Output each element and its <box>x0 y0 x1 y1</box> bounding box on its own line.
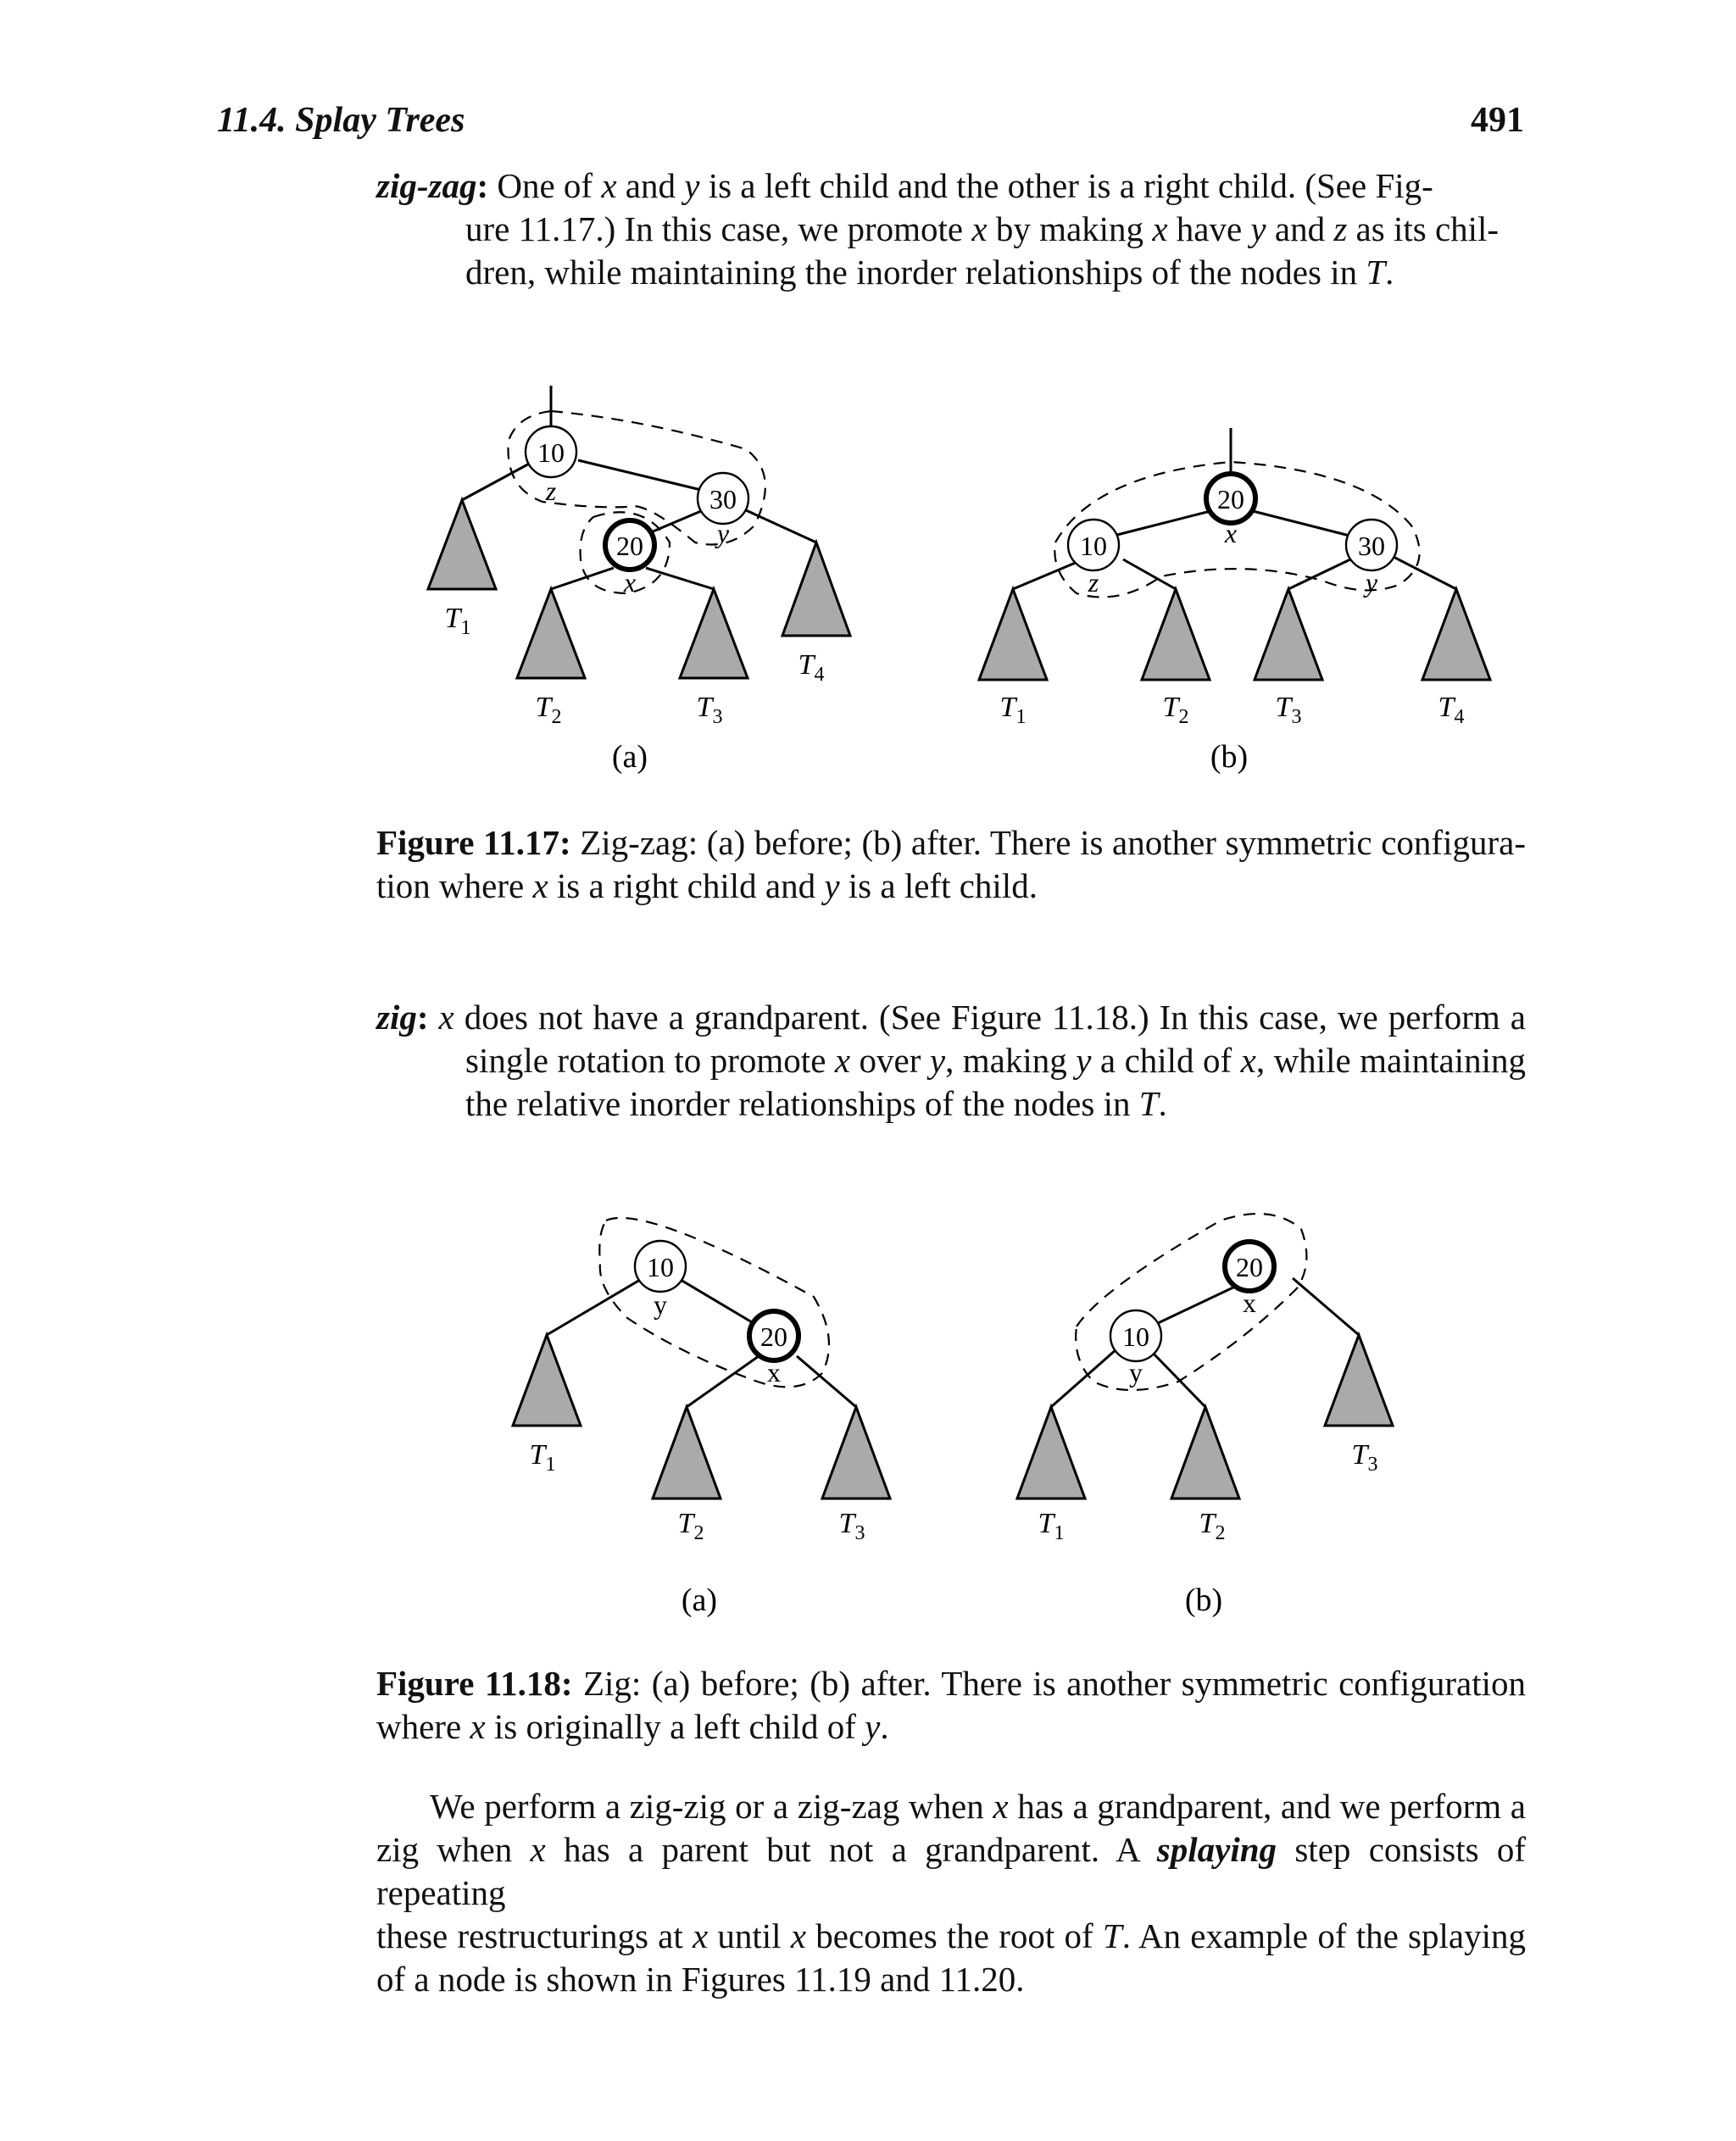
t2-label: $T_2$ <box>535 692 562 728</box>
zigzag-term: zig-zag <box>376 166 477 205</box>
t1-label: $T_1$ <box>444 603 471 639</box>
caption-label: Figure 11.17: <box>376 823 571 862</box>
t2-label: $T_2$ <box>1199 1508 1226 1544</box>
node-z-label: z <box>545 475 557 506</box>
t3-label: $T_3$ <box>1275 692 1302 728</box>
caption-label: Figure 11.18: <box>376 1664 573 1703</box>
node-10-label: 10 <box>537 437 565 468</box>
figure-11-18-caption: Figure 11.18: Zig: (a) before; (b) after. There is another symmetric configuration where x is originally a left child of y. <box>376 1664 1526 1746</box>
node-x-label: x <box>1243 1287 1256 1318</box>
figure-11-18-diagram <box>0 1195 1736 1636</box>
running-header-title: 11.4. Splay Trees <box>217 101 465 140</box>
figure-11-17-panel-a <box>428 386 850 775</box>
node-10-label: 10 <box>1122 1321 1149 1352</box>
node-20-label: 20 <box>760 1321 787 1352</box>
node-z-label: z <box>1088 567 1099 598</box>
dashed-group-after <box>1076 1214 1306 1390</box>
subtree-t4 <box>782 542 850 636</box>
panel-a-label: (a) <box>681 1582 718 1618</box>
t1-label: $T_1$ <box>529 1439 556 1476</box>
node-30-label: 30 <box>709 484 737 514</box>
node-y-label: y <box>1365 567 1378 598</box>
t4-label: $T_4$ <box>798 649 825 686</box>
t1-label: $T_1$ <box>999 692 1027 728</box>
subtree-t3 <box>822 1407 890 1499</box>
closing-paragraph: We perform a zig-zig or a zig-zag when x has a grandparent, and we perform a zig when x has a parent but not a grandparent. A splaying step consists of repeating these restructurings at x until x becomes the root of T. An example of the splaying of a node is shown in Figures 11.19 and 11.20. <box>376 1787 1526 1999</box>
node-y-label: y <box>1129 1357 1143 1387</box>
subtree-t2 <box>1142 589 1210 680</box>
splaying-term: splaying <box>1156 1830 1277 1869</box>
figure-11-17-caption: Figure 11.17: Zig-zag: (a) before; (b) after. There is another symmetric configura- tion where x is a right child and y is a left child. <box>376 823 1526 905</box>
subtree-t4 <box>1422 589 1490 680</box>
figure-11-17-panel-b <box>979 428 1490 775</box>
figure-11-18-panel-b <box>1017 1214 1393 1618</box>
node-y-label: y <box>654 1289 667 1320</box>
node-10-label: 10 <box>647 1252 674 1282</box>
node-20-label: 20 <box>616 531 643 561</box>
page-number: 491 <box>1471 101 1524 140</box>
t3-label: $T_3$ <box>838 1508 865 1544</box>
t2-label: $T_2$ <box>1162 692 1189 728</box>
subtree-t2 <box>1171 1407 1239 1499</box>
node-10-label: 10 <box>1080 531 1107 561</box>
panel-b-label: (b) <box>1184 1582 1223 1618</box>
figure-11-18-panel-a <box>513 1218 890 1618</box>
dashed-group-y-x <box>599 1218 829 1387</box>
figure-11-17-diagram <box>0 364 1736 805</box>
t3-label: $T_3$ <box>696 692 723 728</box>
subtree-t1 <box>979 589 1047 680</box>
panel-b-label: (b) <box>1210 739 1249 775</box>
t4-label: $T_4$ <box>1438 692 1465 728</box>
panel-a-label: (a) <box>611 739 648 775</box>
subtree-t2 <box>517 589 585 678</box>
node-y-label: y <box>716 518 730 548</box>
subtree-t3 <box>1325 1335 1393 1426</box>
subtree-t2 <box>653 1407 721 1499</box>
zig-term: zig <box>376 998 417 1037</box>
node-30-label: 30 <box>1358 531 1385 561</box>
node-x-label: x <box>623 567 637 598</box>
zig-definition: zig: x does not have a grandparent. (See Figure 11.18.) In this case, we perform a single rotation to promote x over y, making y a child of x, while maintaining the relative inorder relationships of the nodes in T. <box>376 998 1527 1123</box>
node-20-label: 20 <box>1236 1252 1263 1282</box>
t2-label: $T_2$ <box>677 1508 704 1544</box>
node-x-label: x <box>767 1357 781 1387</box>
subtree-t3 <box>680 589 748 678</box>
node-x-label: x <box>1224 518 1238 548</box>
subtree-t1 <box>513 1335 581 1426</box>
t3-label: $T_3$ <box>1351 1439 1378 1476</box>
node-20-label: 20 <box>1217 484 1244 514</box>
subtree-t1 <box>428 500 496 589</box>
t1-label: $T_1$ <box>1038 1508 1065 1544</box>
subtree-t1 <box>1017 1407 1085 1499</box>
subtree-t3 <box>1255 589 1322 680</box>
zigzag-definition: zig-zag: One of x and y is a left child and the other is a right child. (See Fig- ure 11.17.) In this case, we promote x by making x have y and z as its chil- dren, while maintaining the inorder relationships of the nodes in T. <box>376 166 1500 292</box>
